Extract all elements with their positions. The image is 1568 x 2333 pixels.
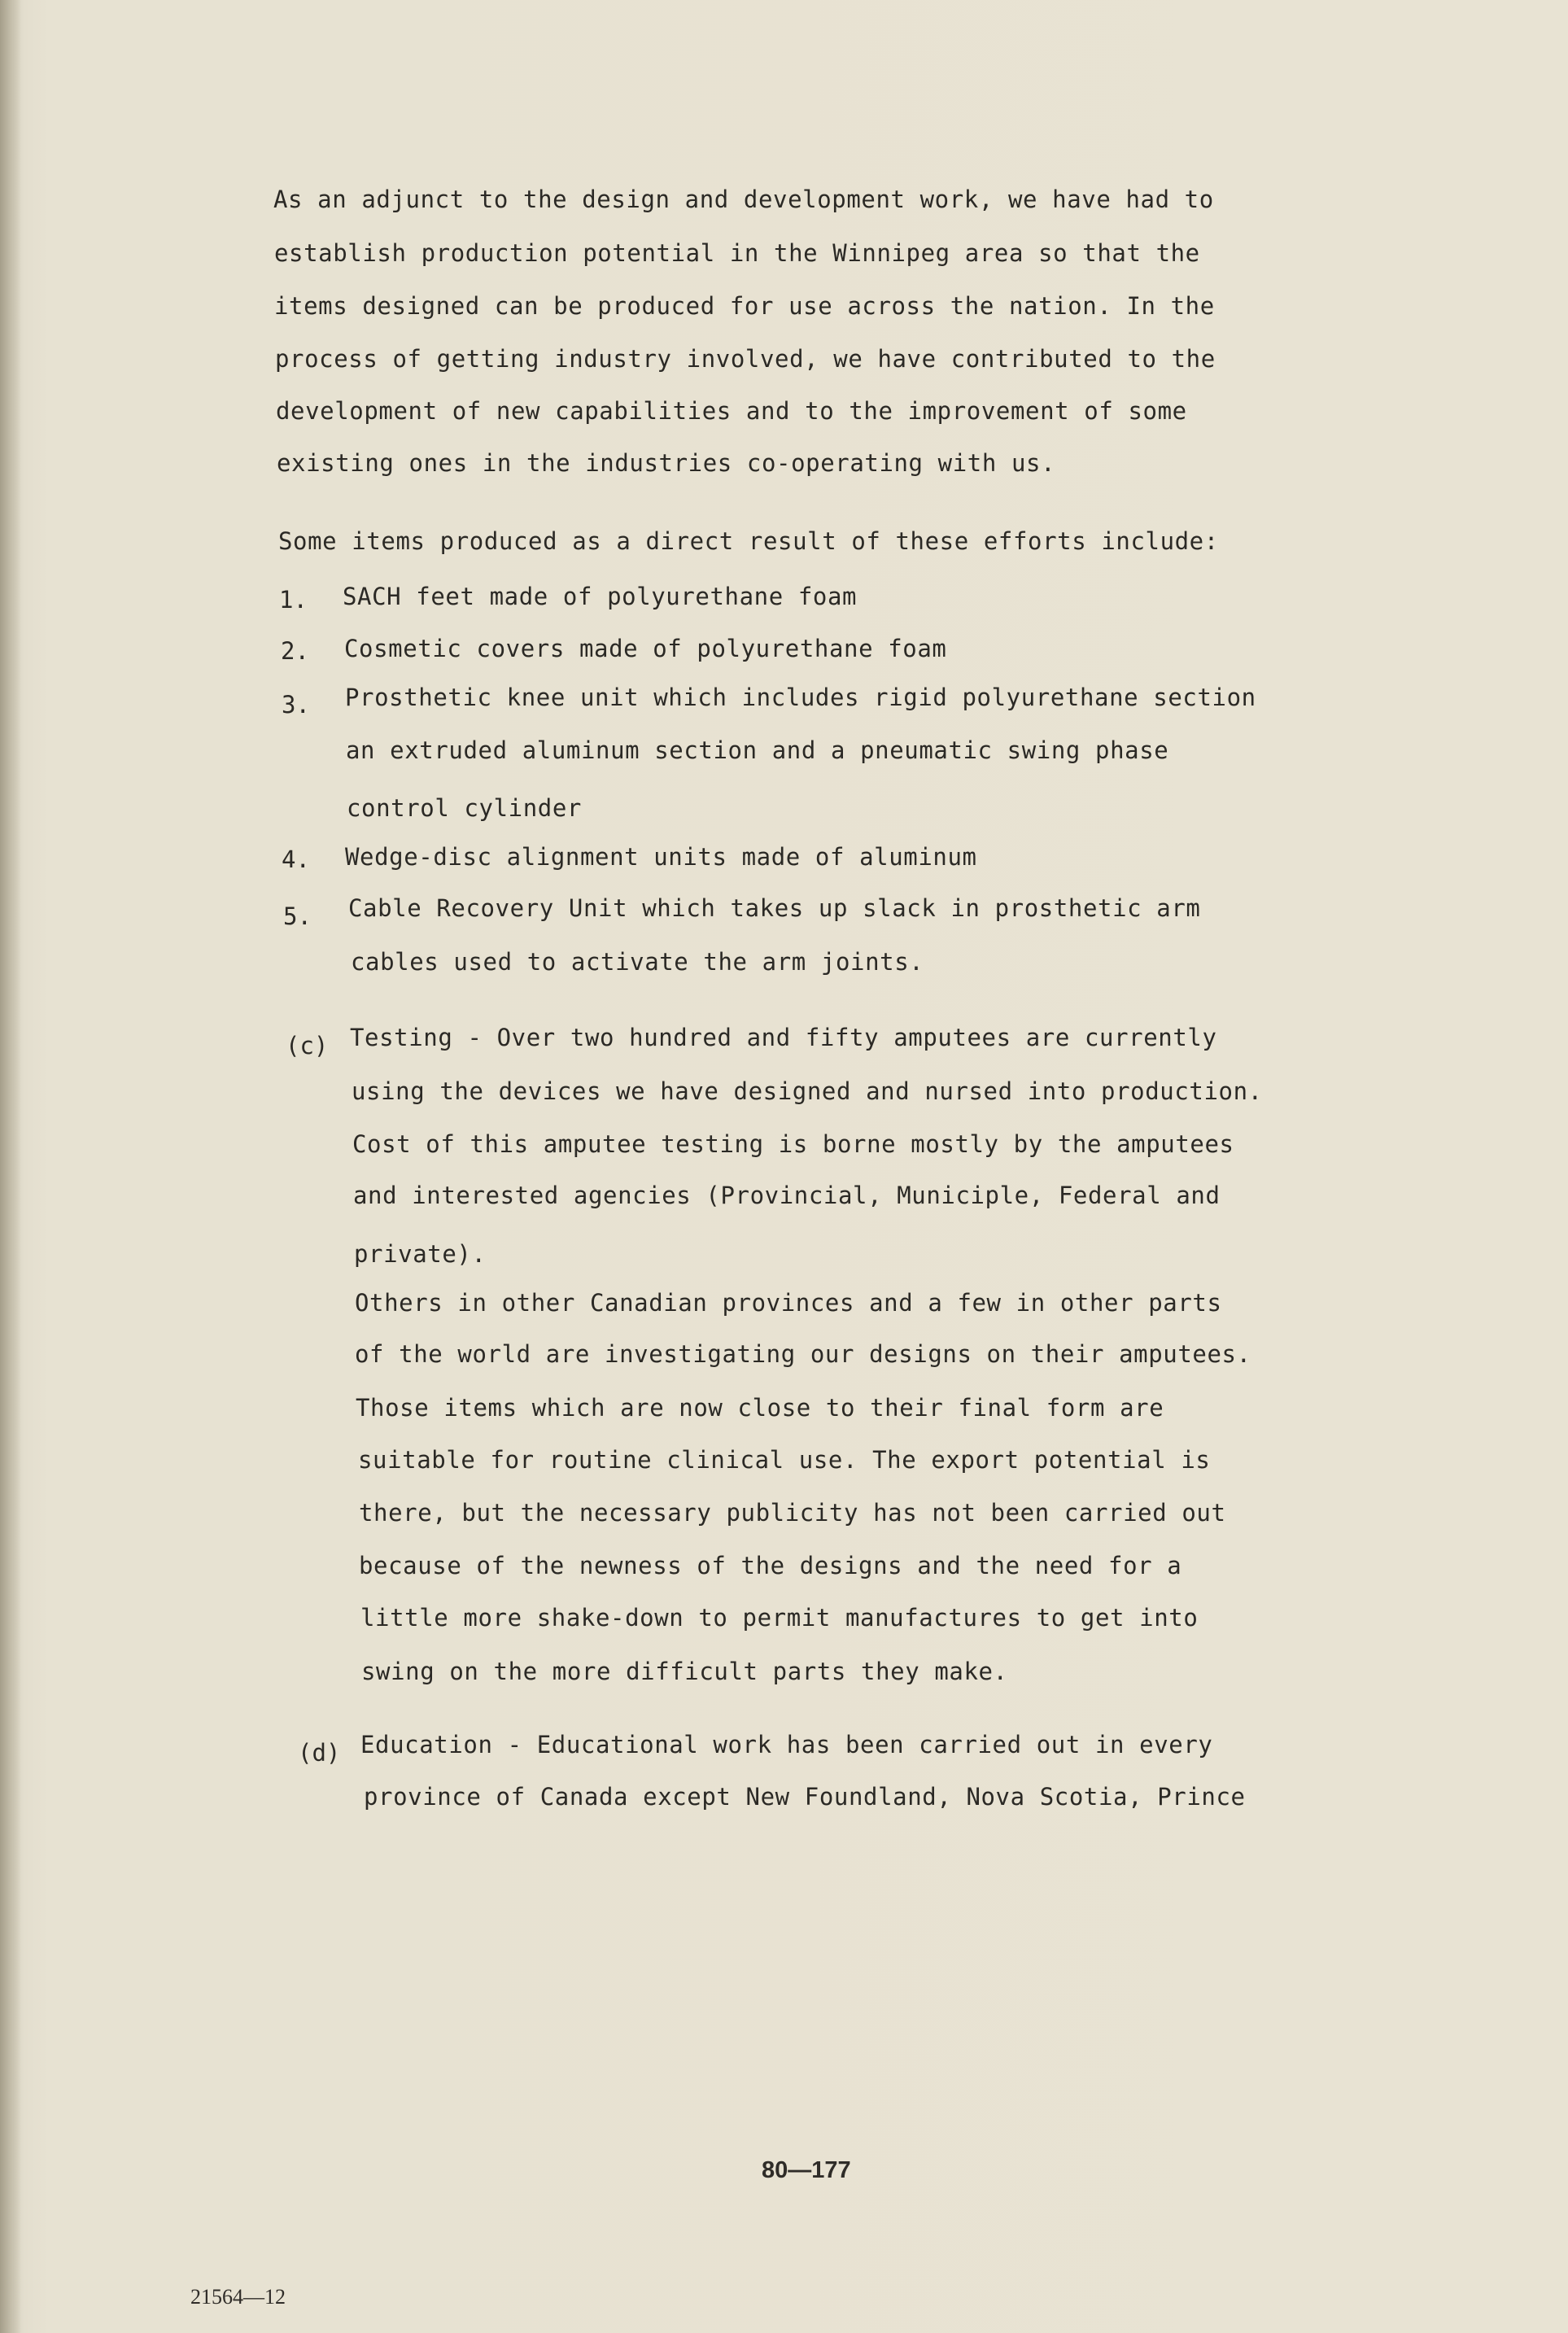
intro-line-2: establish production potential in the Winnipeg area so that the [274, 239, 1200, 267]
section-c-line-8: Those items which are now close to their final form are [356, 1394, 1164, 1422]
section-c-line-7: of the world are investigating our designs on their amputees. [355, 1340, 1251, 1368]
section-d-line-2: province of Canada except New Foundland, Nova Scotia, Prince [364, 1783, 1246, 1811]
print-code: 21564—12 [190, 2285, 286, 2309]
section-c-line-9: suitable for routine clinical use. The export potential is [358, 1446, 1211, 1474]
item-5-line-1: Cable Recovery Unit which takes up slack in prosthetic arm [348, 894, 1201, 922]
item-3-line-2: an extruded aluminum section and a pneumatic swing phase [346, 736, 1169, 764]
section-c-line-6: Others in other Canadian provinces and a few in other parts [355, 1289, 1222, 1317]
intro-line-1: As an adjunct to the design and development work, we have had to [273, 186, 1214, 213]
item-1-number: 1. [279, 586, 308, 614]
item-4-number: 4. [282, 845, 310, 873]
intro-line-6: existing ones in the industries co-operating with us. [277, 449, 1056, 477]
item-1-line-1: SACH feet made of polyurethane foam [343, 583, 858, 610]
section-c-line-3: Cost of this amputee testing is borne mostly by the amputees [352, 1130, 1234, 1158]
item-2-number: 2. [281, 637, 309, 665]
section-c-line-1: Testing - Over two hundred and fifty amputees are currently [350, 1024, 1217, 1051]
section-c-label: (c) [286, 1032, 329, 1059]
section-c-line-5: private). [354, 1240, 487, 1268]
section-d-line-1: Education - Educational work has been carried out in every [360, 1731, 1213, 1758]
item-5-number: 5. [283, 902, 312, 930]
items-intro: Some items produced as a direct result of these efforts include: [278, 527, 1219, 555]
section-c-line-10: there, but the necessary publicity has not been carried out [359, 1499, 1226, 1527]
section-c-line-4: and interested agencies (Provincial, Municiple, Federal and [353, 1182, 1221, 1209]
item-3-line-3: control cylinder [347, 794, 582, 822]
section-c-line-11: because of the newness of the designs and the need for a [359, 1552, 1182, 1579]
intro-line-4: process of getting industry involved, we have contributed to the [275, 345, 1216, 373]
section-c-line-2: using the devices we have designed and nursed into production. [352, 1077, 1263, 1105]
item-4-line-1: Wedge-disc alignment units made of aluminum [345, 843, 977, 871]
item-3-line-1: Prosthetic knee unit which includes rigid polyurethane section [345, 684, 1256, 711]
item-2-line-1: Cosmetic covers made of polyurethane foam [344, 635, 947, 662]
intro-line-5: development of new capabilities and to the improvement of some [276, 397, 1187, 425]
binding-shadow [0, 0, 21, 2333]
section-c-line-13: swing on the more difficult parts they make. [361, 1658, 1008, 1685]
intro-line-3: items designed can be produced for use across the nation. In the [274, 292, 1215, 320]
item-5-line-2: cables used to activate the arm joints. [351, 948, 924, 976]
item-3-number: 3. [282, 691, 310, 719]
section-c-line-12: little more shake-down to permit manufactures to get into [360, 1604, 1199, 1632]
section-d-label: (d) [298, 1739, 341, 1767]
page-number: 80—177 [762, 2157, 851, 2183]
